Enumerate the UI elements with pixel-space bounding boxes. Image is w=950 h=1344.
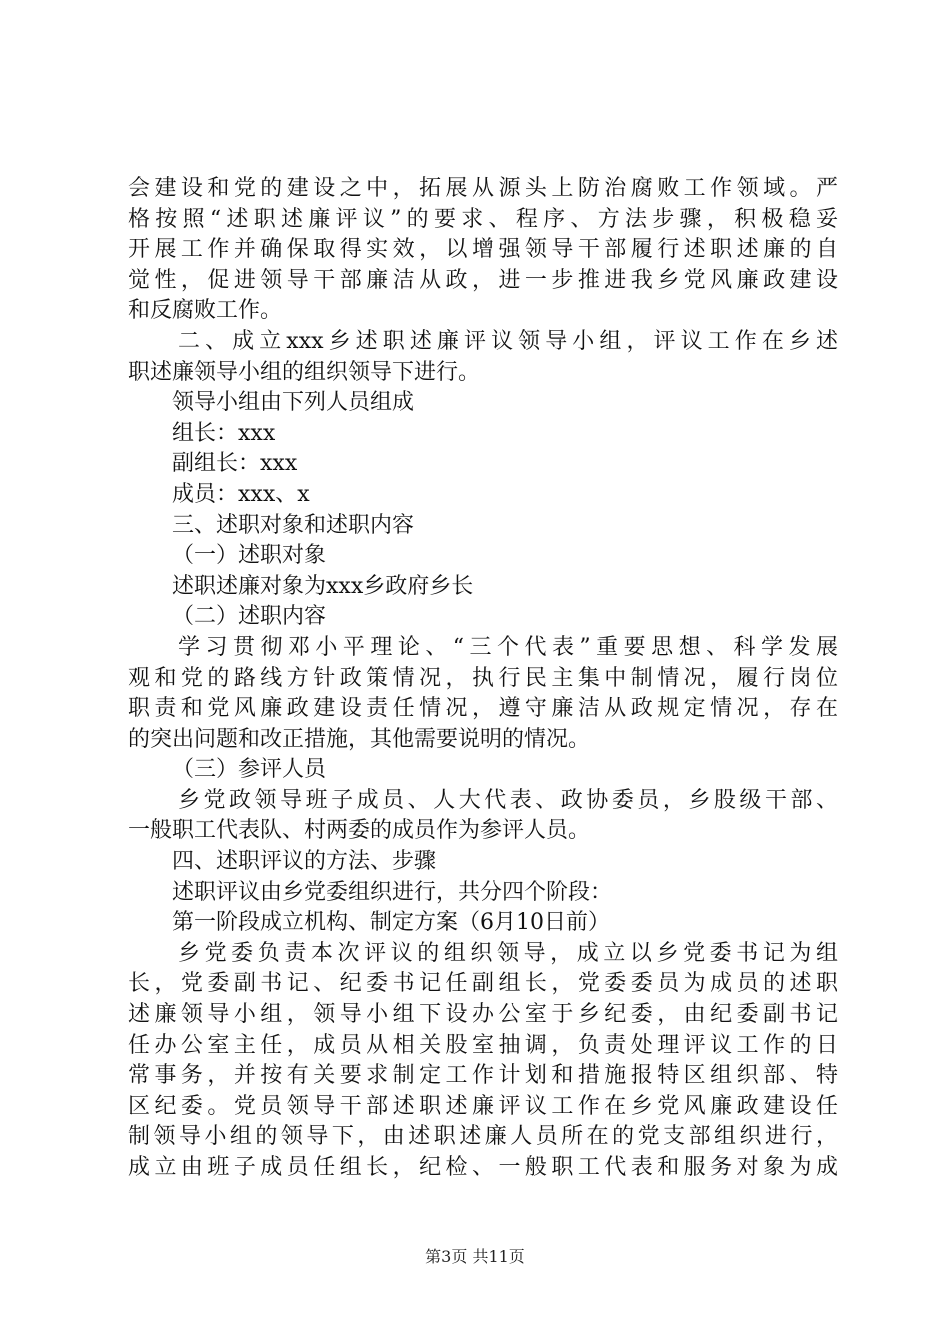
text-line: 学习贯彻邓小平理论、“三个代表”重要思想、科学发展 <box>178 634 838 660</box>
text-line: 任办公室主任，成员从相关股室抽调，负责处理评议工作的日 <box>128 1032 838 1058</box>
text-line: 职述廉领导小组的组织领导下进行。 <box>128 359 481 385</box>
text-line: 开展工作并确保取得实效，以增强领导干部履行述职述廉的自 <box>128 237 838 263</box>
text-line: 乡党政领导班子成员、人大代表、政协委员，乡股级干部、 <box>178 787 838 813</box>
text-line: 会建设和党的建设之中，拓展从源头上防治腐败工作领域。严 <box>128 176 838 201</box>
subsection-heading: （一）述职对象 <box>172 543 327 569</box>
page-number-footer: 第3页 共11页 <box>425 1247 525 1266</box>
text-line: 长，党委副书记、纪委书记任副组长，党委委员为成员的述职 <box>128 971 838 997</box>
text-line: 述职述廉对象为xxx乡政府乡长 <box>172 573 474 599</box>
text-line: 副组长：xxx <box>172 451 298 477</box>
document-body <box>128 174 838 1184</box>
section-heading-2: 二、成立xxx乡述职述廉评议领导小组，评议工作在乡述 <box>178 328 838 354</box>
text-line: 区纪委。党员领导干部述职述廉评议工作在乡党风廉政建设任 <box>128 1093 838 1119</box>
text-line: 组长：xxx <box>172 420 276 446</box>
section-heading-4: 四、述职评议的方法、步骤 <box>172 849 437 875</box>
text-line: 述职评议由乡党委组织进行，共分四个阶段： <box>172 879 613 905</box>
text-line: 常事务，并按有关要求制定工作计划和措施报特区组织部、特 <box>128 1063 838 1089</box>
text-line: 格按照“述职述廉评议”的要求、程序、方法步骤，积极稳妥 <box>128 206 838 232</box>
text-line: 观和党的路线方针政策情况，执行民主集中制情况，履行岗位 <box>128 665 838 691</box>
section-heading-3: 三、述职对象和述职内容 <box>172 512 415 538</box>
subsection-heading: （二）述职内容 <box>172 604 327 630</box>
text-line: 职责和党风廉政建设责任情况，遵守廉洁从政规定情况，存在 <box>128 696 838 722</box>
subsection-heading: （三）参评人员 <box>172 757 327 783</box>
text-line: 述廉领导小组，领导小组下设办公室于乡纪委，由纪委副书记 <box>128 1002 838 1028</box>
text-line: 领导小组由下列人员组成 <box>172 390 415 416</box>
text-line: 成员：xxx、x <box>172 481 310 507</box>
text-line: 觉性，促进领导干部廉洁从政，进一步推进我乡党风廉政建设 <box>128 267 838 293</box>
text-line: 乡党委负责本次评议的组织领导，成立以乡党委书记为组 <box>178 940 838 966</box>
stage-heading: 第一阶段成立机构、制定方案（6月10日前） <box>172 910 610 936</box>
text-line: 一般职工代表队、村两委的成员作为参评人员。 <box>128 818 591 844</box>
text-line: 制领导小组的领导下，由述职述廉人员所在的党支部组织进行， <box>128 1124 838 1150</box>
text-line: 的突出问题和改正措施，其他需要说明的情况。 <box>128 726 591 752</box>
text-line: 成立由班子成员任组长，纪检、一般职工代表和服务对象为成 <box>128 1155 838 1180</box>
text-line: 和反腐败工作。 <box>128 298 283 324</box>
